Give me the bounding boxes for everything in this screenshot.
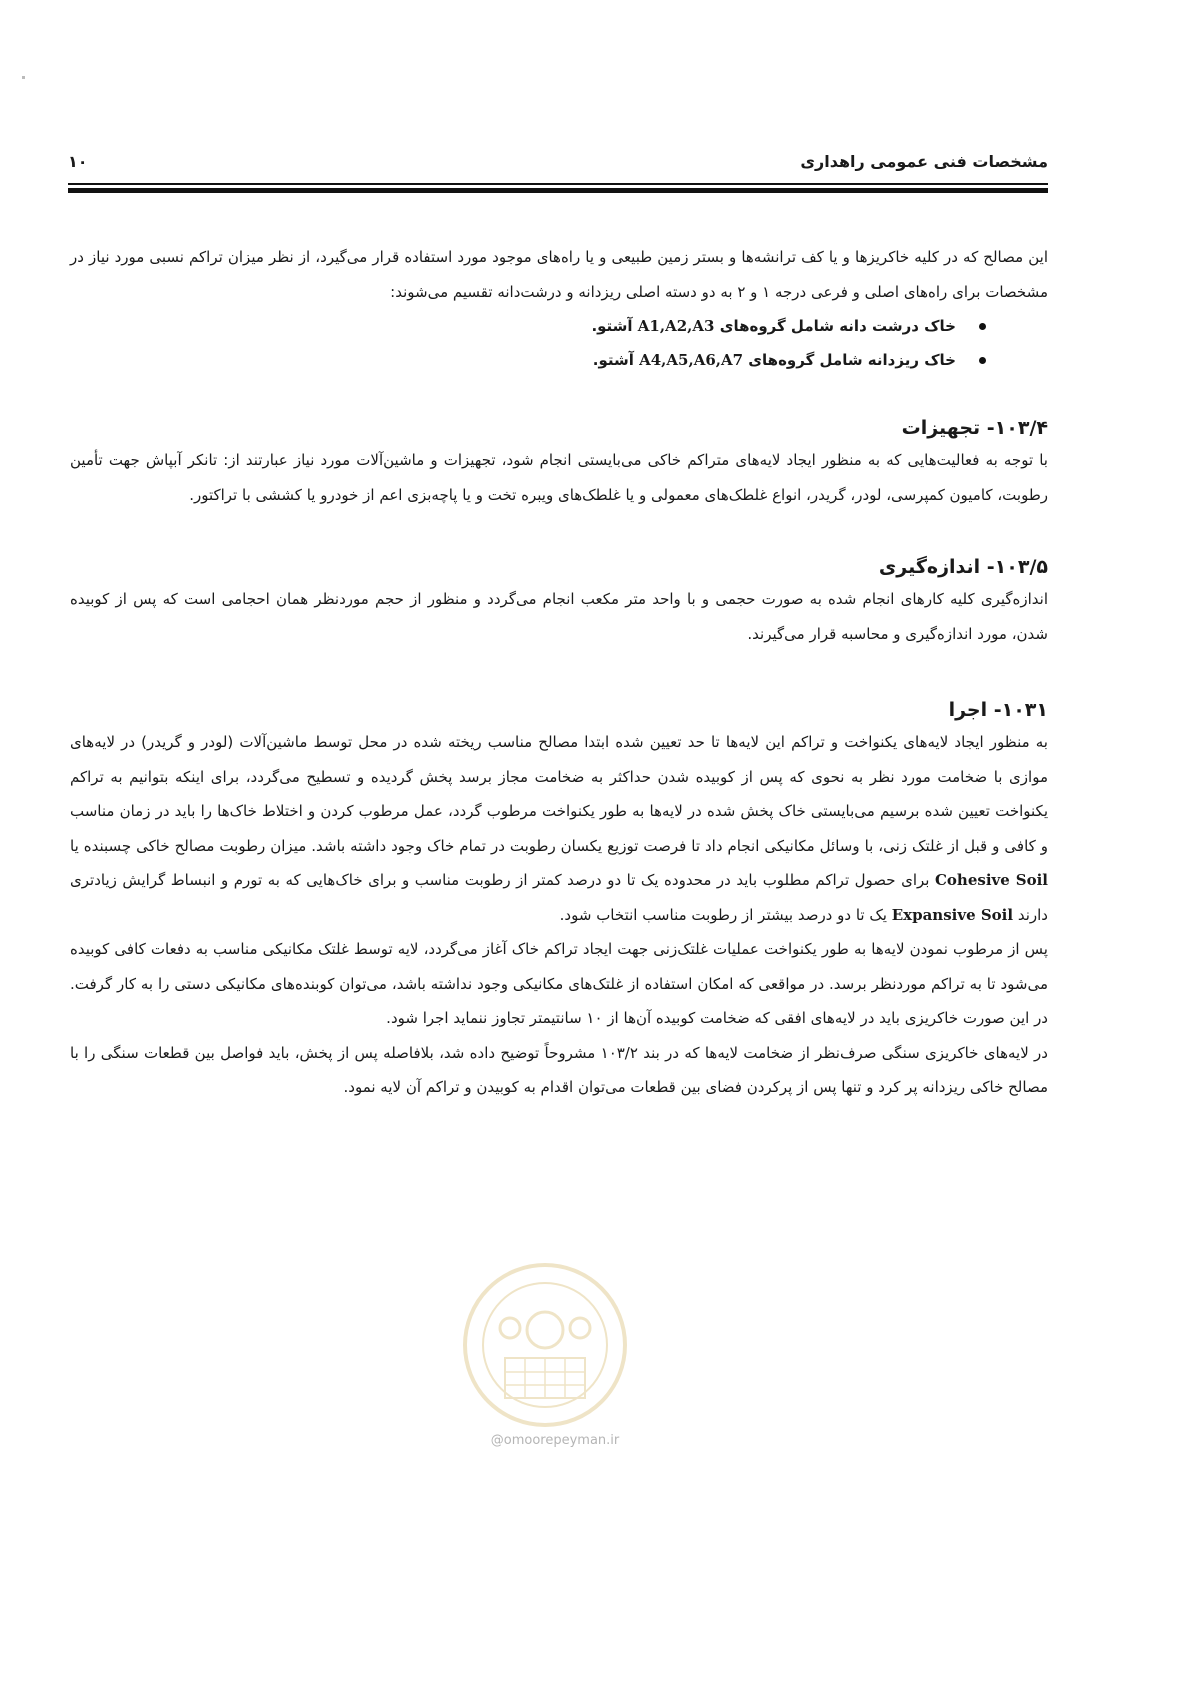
scan-speck (22, 76, 25, 79)
running-header (68, 152, 1048, 182)
term-expansive-soil: Expansive Soil (891, 905, 1014, 924)
page-number: ۱۰ (68, 152, 88, 171)
execution-text: برای حصول تراکم مطلوب باید در محدوده یک تا دو درصد کمتر از رطوبت مناسب و برای خاک‌هایی که به تورم و انبساط گرایش زیادتری دارند (70, 871, 1048, 924)
list-item (70, 343, 1048, 377)
bullet-icon (979, 357, 986, 364)
header-rule-thin (68, 183, 1048, 185)
running-title: مشخصات فنی عمومی راهداری (800, 152, 1048, 171)
section-heading-measurement: ۱۰۳/۵- اندازه‌گیری (878, 556, 1048, 578)
execution-text: یک تا دو درصد بیشتر از رطوبت مناسب انتخاب شود. (559, 905, 892, 924)
body-text (70, 240, 1048, 1105)
list-item-text: خاک درشت دانه شامل گروه‌های (714, 317, 956, 335)
equipment-paragraph: با توجه به فعالیت‌هایی که به منظور ایجاد لایه‌های متراکم خاکی می‌بایستی انجام شود، تجهیزات و ماشین‌آلات مورد نیاز عبارتند از: تانکر آبپاش جهت تأمین رطوبت، کامیون کمپرسی، لودر، گریدر، انواع غلطک‌های معمولی و یا غلطک‌های ویبره تخت و یا پاچه‌بزی اعم از خودرو یا کششی با تراکتور. (70, 451, 1048, 504)
bullet-icon (979, 323, 986, 330)
execution-paragraph-3: در لایه‌های خاکریزی سنگی صرف‌نظر از ضخامت لایه‌ها که در بند ۱۰۳/۲ مشروحاً توضیح داده شد، بلافاصله پس از پخش، باید فواصل بین قطعات سنگی را با مصالح خاکی ریزدانه پر کرد و تنها پس از پرکردن فضای بین قطعات می‌توان اقدام به کوبیدن و تراکم آن لایه نمود. (70, 1043, 1048, 1096)
list-item-suffix: آشتو. (591, 317, 638, 335)
section-heading-execution: ۱۰۳۱- اجرا (948, 699, 1048, 721)
measurement-paragraph: اندازه‌گیری کلیه کارهای انجام شده به صورت حجمی و با واحد متر مکعب انجام می‌گردد و منظور از حجم موردنظر همان احجامی است که پس از کوبیده شدن، مورد اندازه‌گیری و محاسبه قرار می‌گیرند. (70, 590, 1048, 643)
execution-paragraph-1 (70, 725, 1048, 932)
execution-paragraph-2: پس از مرطوب نمودن لایه‌ها به طور یکنواخت عملیات غلتک‌زنی جهت ایجاد تراکم خاک آغاز می‌گردد، لایه توسط غلتک مکانیکی مناسب به دفعات کافی کوبیده می‌شود تا به تراکم موردنظر برسد. در مواقعی که امکان استفاده از غلتک‌های مکانیکی وجود نداشته باشد، می‌توان کوبنده‌های مکانیکی دستی را به کار گرفت. در این صورت خاکریزی باید در لایه‌های افقی که ضخامت کوبیده آن‌ها از ۱۰ سانتیمتر تجاوز ننماید اجرا شود. (70, 940, 1048, 1027)
list-item-suffix: آشتو. (592, 351, 640, 369)
list-item (70, 309, 1048, 343)
soil-groups-code: A1,A2,A3 (637, 317, 715, 335)
header-rule-thick (68, 188, 1048, 193)
execution-text: به منظور ایجاد لایه‌های یکنواخت و تراکم این لایه‌ها تا حد تعیین شده ابتدا مصالح مناسب ریخته شده در محل توسط ماشین‌آلات (لودر و گریدر) در لایه‌های موازی با ضخامت مورد نظر به نحوی که پس از کوبیده شدن حداکثر به ضخامت مجاز برسد پخش گردیده و تسطیح می‌گردد، برای اینکه بتوانیم به تراکم یکنواخت تعیین شده برسیم می‌بایستی خاک پخش شده در لایه‌ها به طور یکنواخت مرطوب گردد، عمل مرطوب کردن و اختلاط خاک‌ها را باید در زمان مناسب و کافی و قبل از غلتک زنی، با وسائل مکانیکی انجام داد تا فرصت توزیع یکسان رطوبت در تمام خاک وجود داشته باشد. میزان رطوبت مصالح خاکی چسبنده یا (70, 733, 1048, 855)
section-heading-equipment: ۱۰۳/۴- تجهیزات (901, 417, 1048, 439)
soil-group-list (70, 309, 1048, 377)
watermark-caption: @omoorepeyman.ir (490, 1433, 620, 1448)
list-item-text: خاک ریزدانه شامل گروه‌های (743, 351, 956, 369)
intro-paragraph: این مصالح که در کلیه خاکریزها و یا کف ترانشه‌ها و بستر زمین طبیعی و یا راه‌های موجود مورد استفاده قرار می‌گیرد، از نظر میزان تراکم نسبی مورد نیاز در مشخصات برای راه‌های اصلی و فرعی درجه ۱ و ۲ به دو دسته اصلی ریزدانه و درشت‌دانه تقسیم می‌شوند: (70, 248, 1048, 301)
soil-groups-code: A4,A5,A6,A7 (639, 351, 744, 369)
watermark-seal-icon (460, 1260, 630, 1430)
term-cohesive-soil: Cohesive Soil (934, 871, 1048, 889)
